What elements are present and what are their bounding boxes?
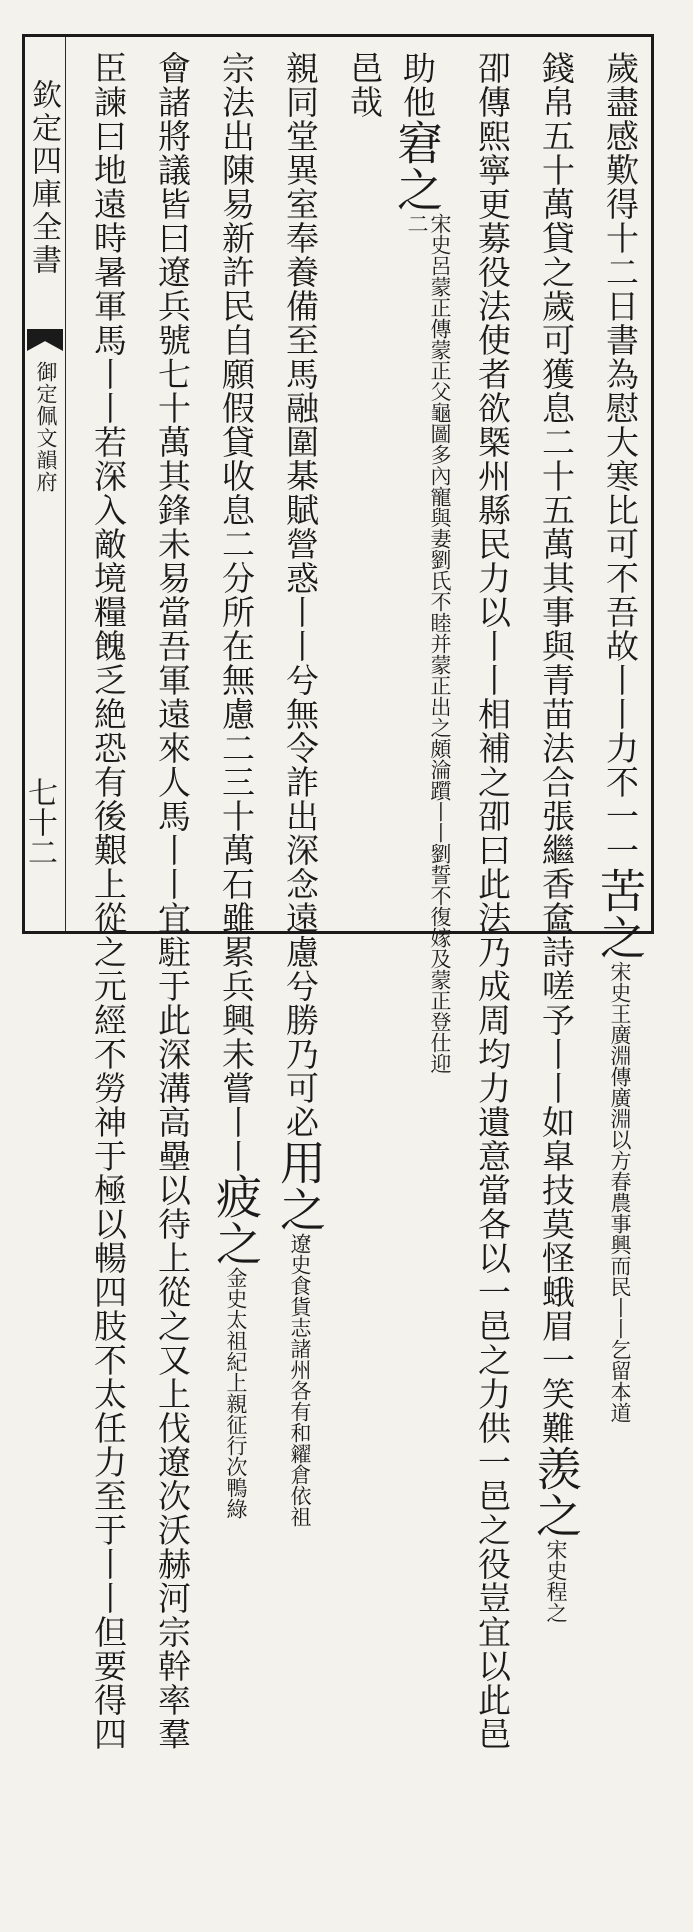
page-number: 七十二 [22, 777, 57, 867]
column-text: 助他 [398, 51, 437, 119]
text-column-3 [469, 51, 515, 1751]
text-column-5 [341, 51, 387, 921]
text-column-7 [209, 51, 263, 1519]
entry-head: 羡之 [529, 1445, 583, 1539]
column-text: 臣諫曰地遠時暑軍馬丨丨若深入敵境糧餽乏絶恐有後艱上從之元經不勞神于極以暢四肢不太任力至于丨丨但要得四 [89, 51, 128, 1751]
column-text: 宗法出陳易新許民自願假貸收息二分所在無慮二三十萬石雖累兵興未嘗丨丨 [217, 51, 256, 1173]
entry-head: 苦之 [593, 867, 647, 961]
entry-head: 窘之 [390, 119, 444, 213]
entry-note: 金史太祖紀上親征行次鴨綠 [224, 1267, 248, 1519]
collection-title: 欽定四庫全書 [26, 79, 61, 277]
text-column-2 [529, 51, 583, 1623]
entry-head: 用之 [273, 1139, 327, 1233]
column-text: 卲傳熙寧更募役法使者欲槩州縣民力以丨丨相補之卲曰此法乃成周均力遺意當各以一邑之力供一邑之役豈宜以此邑 [473, 51, 512, 1751]
column-text: 親同堂異室奉養備至馬融圍棊賦營惑丨丨兮無令詐出深念遠慮兮勝乃可必 [281, 51, 320, 1139]
text-frame [22, 34, 654, 1751]
column-text: 邑哉 [345, 51, 384, 119]
column-text: 歲盡感歎得十二日書為慰大寒比可不吾故丨丨力不一一 [601, 51, 640, 867]
entry-head: 疲之 [209, 1173, 263, 1267]
text-column-1 [593, 51, 647, 1423]
margin-rule [65, 37, 66, 931]
book-title: 御定佩文韻府 [34, 361, 58, 493]
fishtail-mark [27, 329, 63, 351]
entry-note: 宋史王廣淵傳廣淵以方春農事興而民丨丨乞留本道 [608, 961, 632, 1423]
text-column-8 [149, 51, 195, 1751]
column-text: 會諸將議皆曰遼兵號七十萬其鋒未易當吾軍遠來人馬丨丨宜駐于此深溝高壘以待上從之又上伐遼次沃赫河宗幹率羣 [153, 51, 192, 1751]
text-column-9 [85, 51, 131, 1751]
entry-note: 遼史食貨志諸州各有和糴倉依祖 [288, 1233, 312, 1527]
text-column-4 [390, 51, 452, 1074]
column-text: 錢帛五十萬貸之歲可獲息二十五萬其事與青苗法合張繼香奩詩嗟予丨丨如皐技莫怪蛾眉一笑難 [537, 51, 576, 1445]
entry-note: 宋史呂蒙正傳蒙正父龜圖多內寵與妻劉氏不睦并蒙正出之頗淪躓丨丨劉誓不復嫁及蒙正登仕迎二 [405, 213, 452, 1074]
entry-note: 宋史程之 [544, 1539, 568, 1623]
text-column-6 [273, 51, 327, 1527]
